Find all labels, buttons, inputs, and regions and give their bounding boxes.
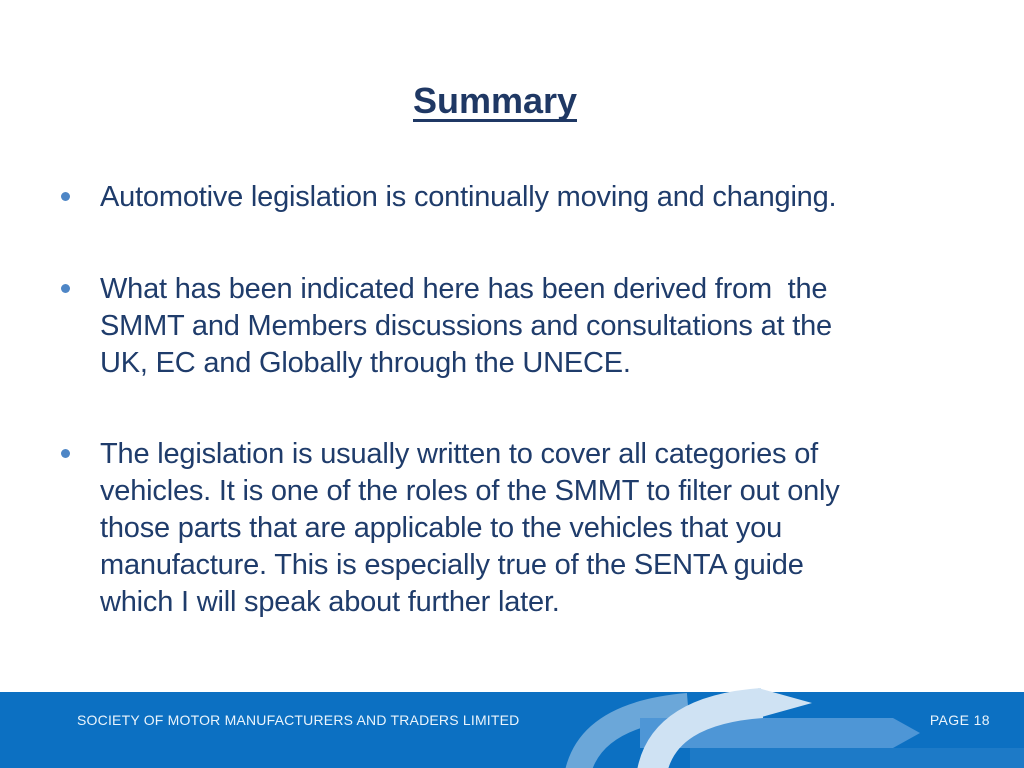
bullet-text [100,271,1024,382]
bullet-dot-icon [61,192,70,201]
bullet-text-line: What has been indicated here has been derived from the [100,273,828,305]
title-row [0,82,990,122]
slide-title: Summary [412,80,578,121]
bullet-text-line: SMMT and Members discussions and consultations at the [100,310,832,342]
bullet-dot-icon [61,449,70,458]
bullet-text-line: The legislation is usually written to cover all categories of [100,438,818,470]
footer-swoosh-graphic-icon [0,676,1024,768]
bullet-text-line: vehicles. It is one of the roles of the SMMT to filter out only [100,475,840,507]
bullet-text-line: Automotive legislation is continually moving and changing. [100,181,837,213]
bullet-dot-icon [61,284,70,293]
swoosh-tail-band [690,748,1024,768]
footer-page-label: PAGE 18 [929,712,990,728]
bullet-text-line: which I will speak about further later. [100,586,560,618]
bullet-item [0,179,1024,216]
footer-company-text: SOCIETY OF MOTOR MANUFACTURERS AND TRADERS LIMITED [77,712,520,728]
bullet-item [0,271,1024,382]
bullet-text [100,436,1024,621]
bullet-text-line: UK, EC and Globally through the UNECE. [100,347,631,379]
bullet-text-line: those parts that are applicable to the vehicles that you [100,512,783,544]
bullet-text [100,179,1024,216]
swoosh-pale-arrow-tip [758,688,812,718]
bullet-item [0,436,1024,621]
bullet-text-line: manufacture. This is especially true of the SENTA guide [100,549,804,581]
